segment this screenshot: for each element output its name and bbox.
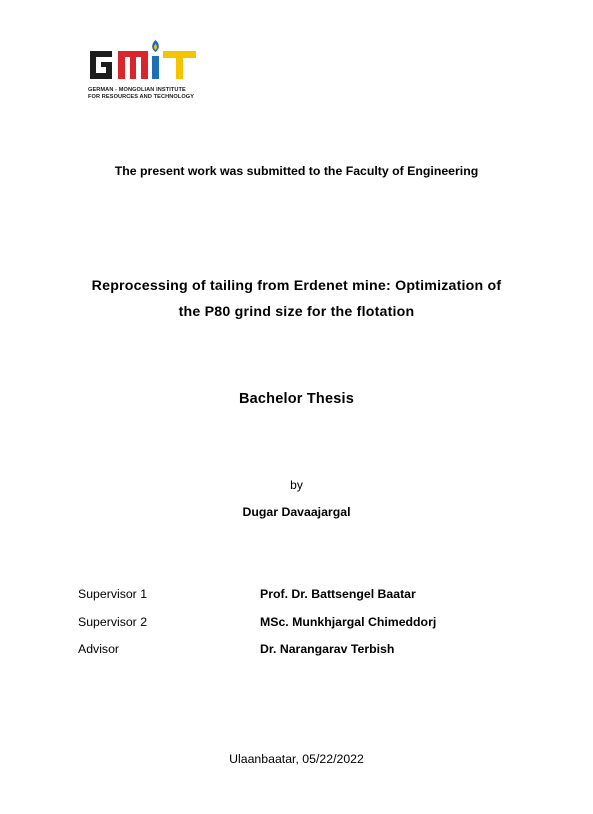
logo-letter-m [118,51,148,79]
gmit-logo-mark [88,38,200,86]
logo-caption-line1: GERMAN - MONGOLIAN INSTITUTE [88,87,186,93]
logo-letter-t [163,51,196,79]
supervisor-row [0,615,593,631]
supervisor-row [0,587,593,603]
advisor-role: Advisor [78,642,120,656]
supervisor-role: Supervisor 2 [78,615,148,629]
advisor-name: Dr. Narangarav Terbish [260,642,395,656]
supervisor-name: Prof. Dr. Battsengel Baatar [260,587,416,601]
author-name: Dugar Davaajargal [242,505,351,519]
submission-statement: The present work was submitted to the Faculty of Engineering [114,164,479,178]
logo-letter-i [152,56,159,79]
thesis-type: Bachelor Thesis [238,391,354,407]
place-and-date: Ulaanbaatar, 05/22/2022 [229,752,364,766]
by-label: by [290,478,303,492]
advisor-row [0,642,593,658]
logo-caption-line2: FOR RESOURCES AND TECHNOLOGY [88,94,195,100]
logo-letter-g [90,51,112,79]
supervisor-role: Supervisor 1 [78,587,148,601]
thesis-title-line2: the P80 grind size for the flotation [178,304,415,320]
logo-caption [88,87,194,101]
supervisor-name: MSc. Munkhjargal Chimeddorj [260,615,437,629]
thesis-title-line1: Reprocessing of tailing from Erdenet mine: Optimization of [91,278,502,294]
